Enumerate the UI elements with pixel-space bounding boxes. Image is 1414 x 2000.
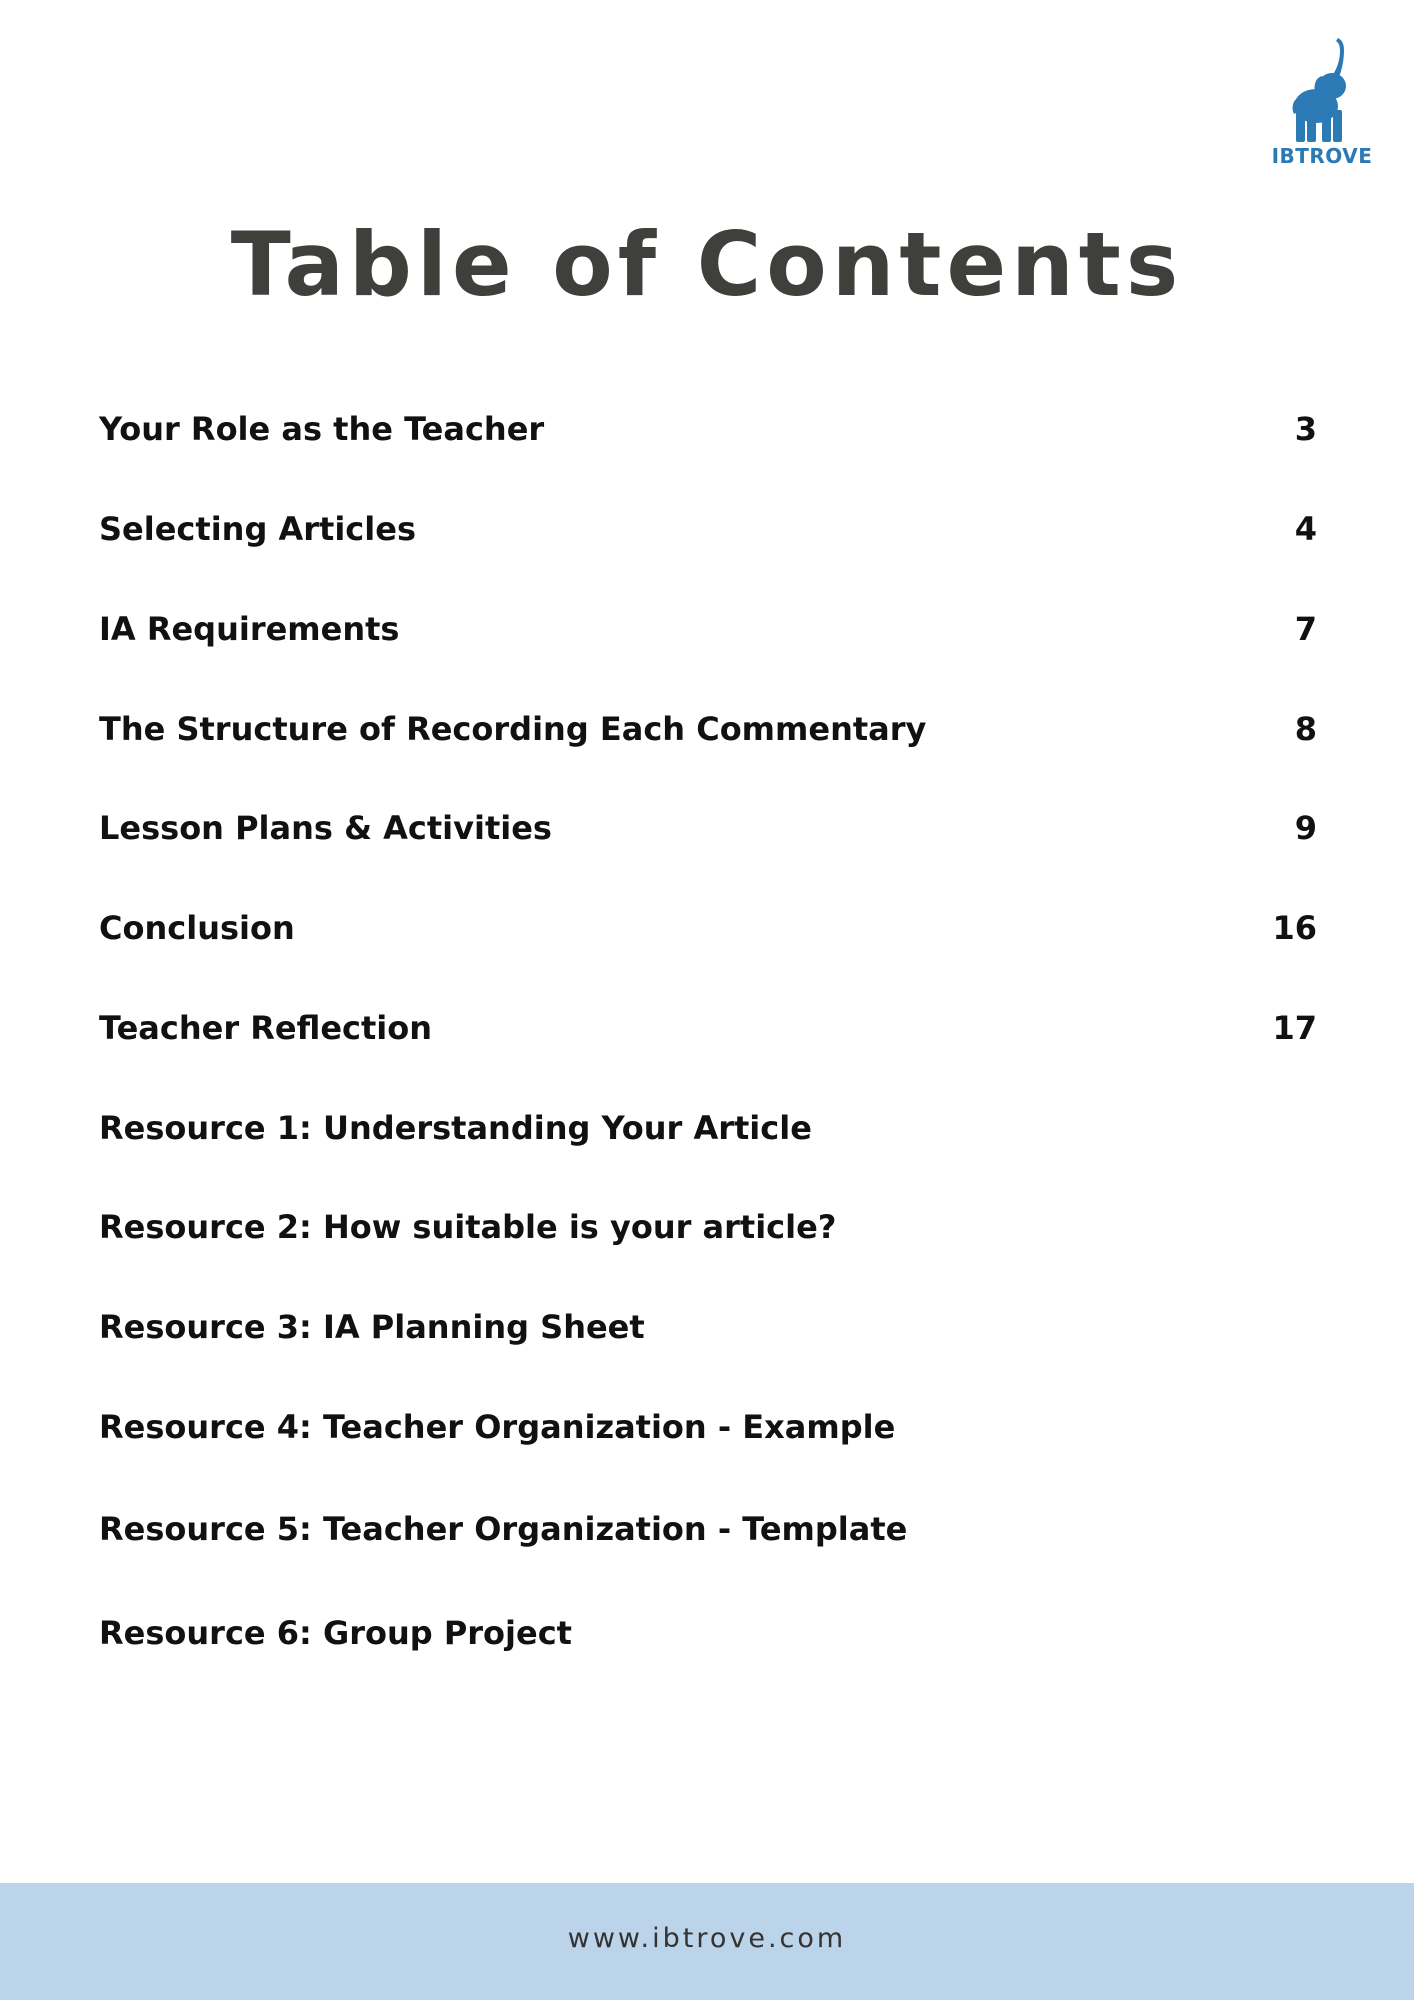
toc-item[interactable] — [99, 903, 1317, 953]
toc-item-label: Selecting Articles — [99, 510, 416, 548]
footer-website-link[interactable]: www.ibtrove.com — [567, 1923, 847, 1954]
toc-item-page: 16 — [1272, 909, 1317, 947]
toc-item[interactable] — [99, 1103, 1317, 1153]
toc-item[interactable] — [99, 704, 1317, 754]
toc-item-page: 8 — [1294, 710, 1317, 748]
toc-item-label: Lesson Plans & Activities — [99, 809, 552, 847]
brand-name: IBTROVE — [1271, 144, 1373, 168]
toc-item[interactable] — [99, 1608, 1317, 1658]
toc-item-label: Resource 3: IA Planning Sheet — [99, 1308, 645, 1346]
toc-item-page: 3 — [1294, 410, 1317, 448]
toc-item[interactable] — [99, 404, 1317, 454]
toc-item[interactable] — [99, 1202, 1317, 1252]
toc-item[interactable] — [99, 803, 1317, 853]
toc-item-label: Resource 6: Group Project — [99, 1614, 572, 1652]
footer-bar — [0, 1883, 1414, 2000]
toc-item-label: Resource 1: Understanding Your Article — [99, 1109, 812, 1147]
toc-item[interactable] — [99, 1504, 1317, 1554]
toc-item-label: Resource 2: How suitable is your article? — [99, 1208, 837, 1246]
toc-item-page: 9 — [1294, 809, 1317, 847]
page-title: Table of Contents — [230, 213, 1184, 316]
toc-item-label: IA Requirements — [99, 610, 400, 648]
toc-item-page: 4 — [1294, 510, 1317, 548]
toc-item-page: 7 — [1294, 610, 1317, 648]
toc-item[interactable] — [99, 1302, 1317, 1352]
toc-list — [99, 0, 1317, 1700]
toc-item-label: Conclusion — [99, 909, 295, 947]
toc-item-page: 17 — [1272, 1009, 1317, 1047]
toc-item-label: The Structure of Recording Each Commentary — [99, 710, 927, 748]
toc-item[interactable] — [99, 1003, 1317, 1053]
toc-item-label: Your Role as the Teacher — [99, 410, 545, 448]
toc-item-label: Resource 5: Teacher Organization - Template — [99, 1510, 908, 1548]
toc-item[interactable] — [99, 504, 1317, 554]
toc-item[interactable] — [99, 604, 1317, 654]
toc-item-label: Resource 4: Teacher Organization - Example — [99, 1408, 896, 1446]
toc-item[interactable] — [99, 1402, 1317, 1452]
toc-item-label: Teacher Reflection — [99, 1009, 433, 1047]
